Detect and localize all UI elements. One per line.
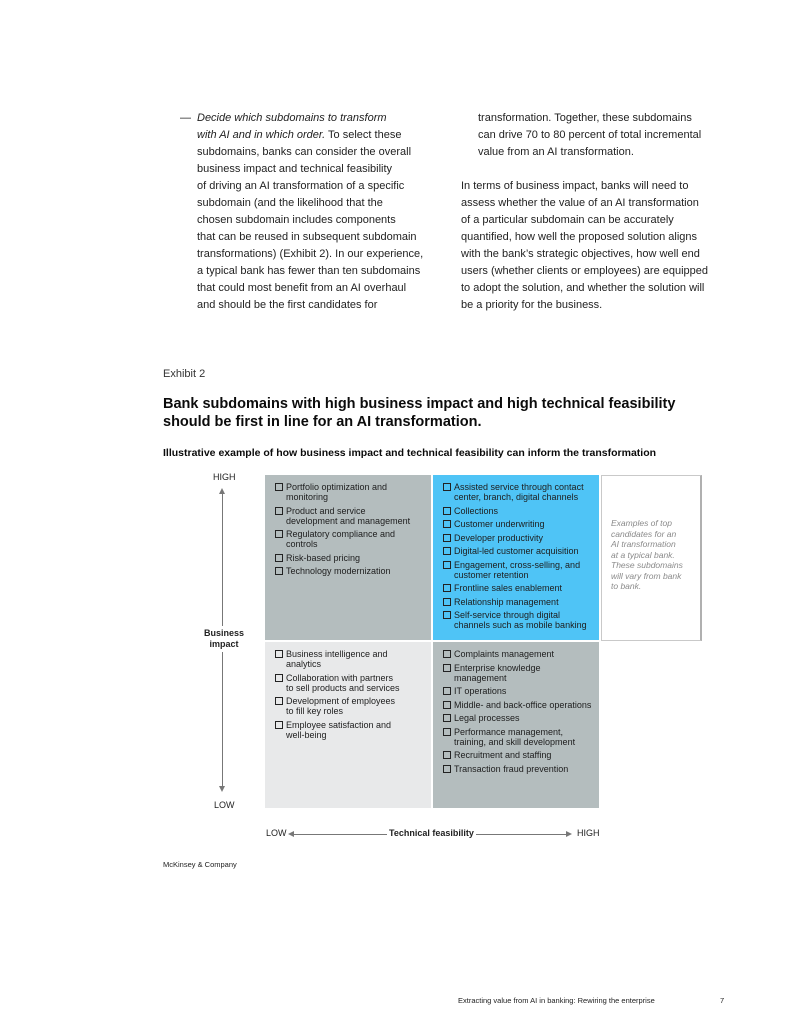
exhibit-subtitle: Illustrative example of how business impact and technical feasibility can inform the transformation	[163, 447, 657, 459]
subdomain-item	[443, 597, 593, 607]
body-right-column	[461, 110, 731, 314]
subdomain-item	[443, 649, 593, 659]
subdomain-item-line: Risk-based pricing	[286, 552, 361, 563]
subdomain-item	[443, 727, 593, 747]
exhibit-label: Exhibit 2	[163, 368, 206, 380]
quadrant-high-impact-low-feasibility	[265, 475, 431, 640]
y-axis-title	[196, 628, 252, 650]
checkbox-square-icon	[443, 664, 451, 672]
note-line: These subdomains	[611, 560, 683, 570]
subdomain-item-line: Middle- and back-office operations	[454, 699, 592, 710]
checkbox-square-icon	[275, 554, 283, 562]
body-left-line: transformations) (Exhibit 2). In our experience,	[197, 248, 424, 260]
quadrant-low-impact-low-feasibility	[265, 642, 431, 808]
subdomain-item	[443, 506, 593, 516]
checkbox-square-icon	[275, 697, 283, 705]
subdomain-item-line: Portfolio optimization and	[286, 482, 388, 492]
body-left-line: that can be reused in subsequent subdomain	[197, 231, 417, 243]
checkbox-square-icon	[443, 534, 451, 542]
subdomain-item	[275, 482, 425, 502]
checkbox-square-icon	[443, 714, 451, 722]
checkbox-square-icon	[443, 650, 451, 658]
body-left-column	[180, 110, 435, 314]
y-axis-high-label: HIGH	[213, 472, 236, 482]
subdomain-item-line: Development of employees	[286, 696, 396, 706]
bullet-lead-tail: To select these	[325, 129, 402, 141]
subdomain-item	[275, 566, 425, 576]
subdomain-item-line: center, branch, digital channels	[454, 492, 579, 502]
body-right-line: be a priority for the business.	[461, 299, 603, 311]
body-left-line: of driving an AI transformation of a specific	[197, 180, 405, 192]
checkbox-square-icon	[443, 520, 451, 528]
subdomain-item-line: Collections	[454, 505, 499, 516]
x-axis-high-label: HIGH	[577, 828, 600, 838]
y-axis-line-upper	[222, 493, 223, 626]
y-axis-title-line-1: Business	[203, 628, 245, 638]
checkbox-square-icon	[443, 507, 451, 515]
subdomain-item	[443, 686, 593, 696]
body-left-line: a typical bank has fewer than ten subdomains	[197, 265, 421, 277]
subdomain-item	[443, 750, 593, 760]
subdomain-item-line: channels such as mobile banking	[454, 620, 587, 630]
note-line: to bank.	[611, 581, 642, 591]
checkbox-square-icon	[443, 728, 451, 736]
subdomain-item-line: to fill key roles	[286, 706, 344, 716]
subdomain-item-line: Regulatory compliance and	[286, 529, 396, 539]
subdomain-item-line: Digital-led customer acquisition	[454, 546, 579, 556]
subdomain-item	[443, 713, 593, 723]
note-line: will vary from bank	[611, 570, 682, 581]
y-axis-title-line-2: impact	[209, 639, 239, 649]
x-axis-line-right	[476, 834, 567, 835]
subdomain-item-line: training, and skill development	[454, 736, 576, 747]
subdomain-item	[443, 583, 593, 593]
y-axis-line-lower	[222, 652, 223, 788]
body-right-continuation: transformation. Together, these subdomains	[478, 112, 692, 124]
subdomain-item	[443, 700, 593, 710]
body-left-line: and should be the first candidates for	[197, 299, 378, 311]
subdomain-item-line: Legal processes	[454, 713, 520, 723]
subdomain-item-line: Frontline sales enablement	[454, 583, 563, 593]
subdomain-item	[275, 720, 425, 740]
subdomain-item	[443, 610, 593, 630]
x-axis-title: Technical feasibility	[389, 828, 474, 838]
body-left-line: subdomains, banks can consider the overall	[197, 146, 412, 158]
subdomain-item-line: Product and service	[286, 505, 366, 516]
quadrant-low-impact-high-feasibility	[433, 642, 599, 808]
checkbox-square-icon	[275, 507, 283, 515]
subdomain-item-line: Self-service through digital	[454, 610, 561, 620]
body-left-line: subdomain (and the likelihood that the	[197, 197, 383, 209]
subdomain-item-line: Transaction fraud prevention	[454, 763, 569, 774]
subdomain-item-line: Developer productivity	[454, 532, 544, 543]
x-axis-right-arrow-icon	[566, 831, 572, 837]
bullet-dash: —	[180, 112, 191, 124]
subdomain-item-line: analytics	[286, 659, 322, 669]
checkbox-square-icon	[443, 751, 451, 759]
body-left-line: business impact and technical feasibility	[197, 163, 393, 175]
subdomain-item	[275, 649, 425, 669]
body-right-continuation: can drive 70 to 80 percent of total incremental	[478, 129, 702, 141]
subdomain-item-line: to sell products and services	[286, 682, 400, 693]
subdomain-item-line: development and management	[286, 515, 411, 526]
footer-title: Extracting value from AI in banking: Rewiring the enterprise	[458, 996, 655, 1005]
subdomain-item-line: Employee satisfaction and	[286, 719, 392, 730]
top-candidates-note	[601, 475, 702, 641]
subdomain-item-line: customer retention	[454, 569, 529, 580]
body-right-line: to adopt the solution, and whether the solution will	[461, 282, 705, 294]
subdomain-item	[443, 560, 593, 580]
note-line: Examples of top	[611, 518, 672, 528]
subdomain-item	[443, 519, 593, 529]
subdomain-item-line: Recruitment and staffing	[454, 750, 552, 760]
checkbox-square-icon	[443, 765, 451, 773]
checkbox-square-icon	[275, 567, 283, 575]
checkbox-square-icon	[275, 483, 283, 491]
body-right-line: with the bank’s strategic objectives, how well end	[461, 248, 700, 260]
body-right-line: assess whether the value of an AI transformation	[461, 197, 699, 209]
body-right-line: of a particular subdomain can be accurately	[461, 214, 674, 226]
checkbox-square-icon	[275, 530, 283, 538]
subdomain-item-line: controls	[286, 539, 318, 549]
checkbox-square-icon	[443, 687, 451, 695]
subdomain-item	[443, 533, 593, 543]
subdomain-item	[443, 482, 593, 502]
checkbox-square-icon	[443, 561, 451, 569]
checkbox-square-icon	[443, 701, 451, 709]
bullet-lead-line-1: Decide which subdomains to transform	[197, 112, 387, 124]
body-right-continuation: value from an AI transformation.	[478, 146, 634, 158]
x-axis-low-label: LOW	[266, 828, 287, 838]
checkbox-square-icon	[443, 584, 451, 592]
subdomain-item-line: Performance management,	[454, 726, 564, 737]
subdomain-item-line: Business intelligence and	[286, 649, 388, 659]
subdomain-item-line: IT operations	[454, 686, 507, 696]
body-left-line: that could most benefit from an AI overhaul	[197, 282, 407, 294]
checkbox-square-icon	[275, 721, 283, 729]
subdomain-item	[275, 673, 425, 693]
quadrant-high-impact-high-feasibility	[433, 475, 599, 640]
subdomain-item	[275, 553, 425, 563]
checkbox-square-icon	[443, 483, 451, 491]
body-left-line: chosen subdomain includes components	[197, 214, 396, 226]
subdomain-item-line: Enterprise knowledge	[454, 662, 541, 673]
subdomain-item	[443, 764, 593, 774]
subdomain-item-line: management	[454, 672, 507, 683]
note-line: at a typical bank.	[611, 549, 675, 560]
checkbox-square-icon	[443, 611, 451, 619]
subdomain-item-line: Complaints management	[454, 649, 555, 659]
source-credit: McKinsey & Company	[163, 860, 237, 869]
subdomain-item-line: Engagement, cross-selling, and	[454, 559, 581, 570]
checkbox-square-icon	[443, 598, 451, 606]
body-right-line: In terms of business impact, banks will need to	[461, 180, 689, 192]
x-axis-line-left	[293, 834, 387, 835]
subdomain-item	[275, 529, 425, 549]
subdomain-item-line: Assisted service through contact	[454, 482, 584, 492]
checkbox-square-icon	[275, 650, 283, 658]
body-right-line: users (whether clients or employees) are equipped	[461, 265, 709, 277]
subdomain-item	[275, 696, 425, 716]
note-line: AI transformation	[611, 539, 676, 549]
y-axis-low-label: LOW	[214, 800, 235, 810]
subdomain-item-line: Relationship management	[454, 596, 559, 607]
subdomain-item	[443, 546, 593, 556]
checkbox-square-icon	[275, 674, 283, 682]
subdomain-item-line: Collaboration with partners	[286, 672, 394, 683]
subdomain-item-line: well-being	[286, 729, 327, 740]
y-axis-down-arrow-icon	[219, 786, 225, 792]
body-right-line: quantified, how well the proposed solution aligns	[461, 231, 698, 243]
subdomain-item-line: Technology modernization	[286, 566, 391, 576]
subdomain-item-line: Customer underwriting	[454, 519, 545, 529]
exhibit-title: Bank subdomains with high business impact and high technical feasibility should be first in line for an AI transformation.	[163, 396, 676, 430]
checkbox-square-icon	[443, 547, 451, 555]
subdomain-item	[275, 506, 425, 526]
note-line: candidates for an	[611, 528, 677, 539]
bullet-lead-line-2: with AI and in which order.	[197, 129, 326, 141]
page-number: 7	[720, 996, 725, 1005]
subdomain-item-line: monitoring	[286, 492, 329, 502]
subdomain-item	[443, 663, 593, 683]
